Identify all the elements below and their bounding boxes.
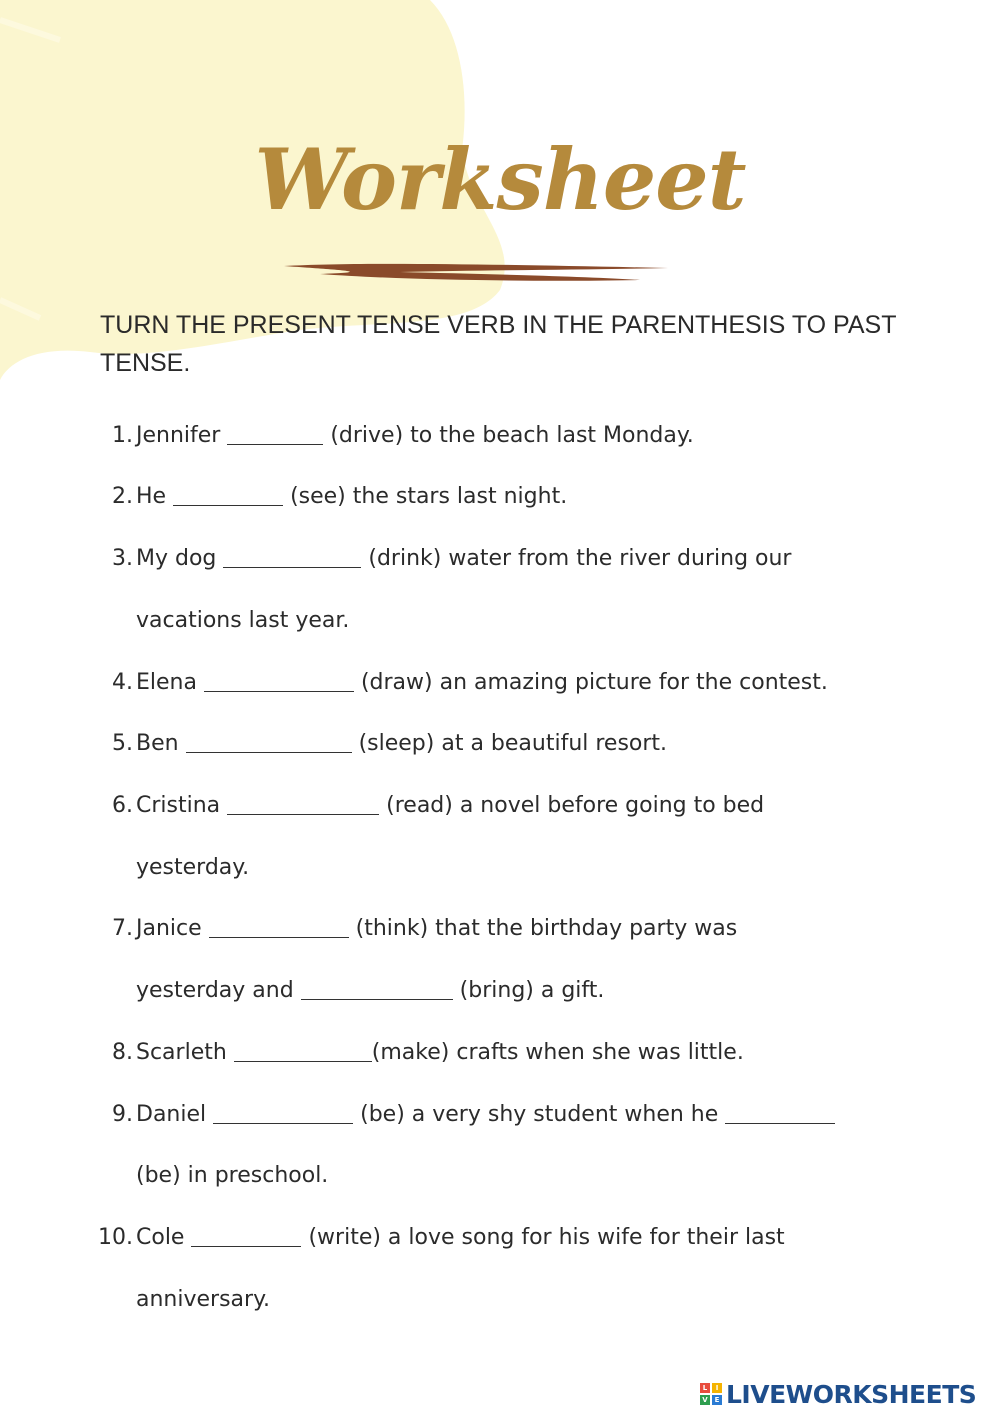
liveworksheets-logo (700, 1378, 976, 1410)
question-number: 3. (112, 546, 133, 571)
worksheet-title: Worksheet (254, 130, 746, 229)
question-number: 5. (112, 731, 133, 756)
question-text: Janice (136, 916, 209, 941)
question-3-continuation (136, 601, 349, 641)
question-text: Cole (136, 1225, 192, 1250)
logo-letter: E (712, 1395, 722, 1405)
question-text: He (136, 484, 174, 509)
logo-letter: V (700, 1395, 710, 1405)
instruction-text: TURN THE PRESENT TENSE VERB IN THE PARENTHESIS TO PAST TENSE. (100, 311, 897, 377)
question-text: (write) a love song for his wife for their last (301, 1225, 785, 1250)
answer-blank[interactable] (213, 1097, 353, 1124)
question-10-continuation (136, 1280, 270, 1320)
brand-name: LIVEWORKSHEETS (726, 1379, 977, 1409)
question-text: (see) the stars last night. (283, 484, 568, 509)
question-text: Jennifer (136, 423, 228, 448)
question-text: yesterday and (136, 978, 301, 1003)
question-text: (make) crafts when she was little. (371, 1040, 744, 1065)
question-text: Daniel (136, 1102, 214, 1127)
question-text: Ben (136, 731, 186, 756)
question-number: 4. (112, 670, 133, 695)
question-text: My dog (136, 546, 224, 571)
question-text: (drive) to the beach last Monday. (323, 423, 694, 448)
answer-blank[interactable] (227, 418, 323, 445)
question-number: 9. (112, 1102, 133, 1127)
question-text: (read) a novel before going to bed (379, 793, 765, 818)
question-text: (drink) water from the river during our (361, 546, 792, 571)
brush-stroke-divider (280, 258, 672, 288)
answer-blank[interactable] (234, 1035, 372, 1062)
answer-blank[interactable] (301, 973, 453, 1000)
question-text: Scarleth (136, 1040, 234, 1065)
question-8 (112, 1033, 744, 1073)
question-number: 1. (112, 423, 133, 448)
question-number: 10. (98, 1225, 133, 1250)
question-7 (112, 909, 738, 949)
answer-blank[interactable] (223, 541, 361, 568)
question-4 (112, 663, 828, 703)
question-9 (112, 1095, 835, 1135)
question-text: (be) in preschool. (136, 1163, 329, 1188)
answer-blank[interactable] (209, 911, 349, 938)
question-text: (sleep) at a beautiful resort. (351, 731, 668, 756)
question-number: 8. (112, 1040, 133, 1065)
question-text: (bring) a gift. (452, 978, 605, 1003)
question-number: 7. (112, 916, 133, 941)
question-text: (think) that the birthday party was (348, 916, 738, 941)
question-number: 6. (112, 793, 133, 818)
question-text: (be) a very shy student when he (353, 1102, 726, 1127)
question-text: Cristina (136, 793, 228, 818)
logo-grid-icon (700, 1383, 722, 1405)
question-6-continuation (136, 848, 249, 888)
question-5 (112, 724, 668, 764)
question-text: Elena (136, 670, 204, 695)
logo-letter: L (700, 1383, 710, 1393)
question-7-continuation (136, 971, 604, 1011)
answer-blank[interactable] (186, 726, 352, 753)
question-1 (112, 416, 694, 456)
question-3 (112, 539, 792, 579)
answer-blank[interactable] (191, 1220, 301, 1247)
question-text: anniversary. (136, 1287, 270, 1312)
question-text: vacations last year. (136, 608, 350, 633)
question-10 (98, 1218, 785, 1258)
question-6 (112, 786, 765, 826)
answer-blank[interactable] (227, 788, 379, 815)
answer-blank[interactable] (204, 665, 354, 692)
question-9-continuation (136, 1156, 328, 1196)
question-text: yesterday. (136, 855, 250, 880)
answer-blank[interactable] (173, 479, 283, 506)
logo-letter: I (712, 1383, 722, 1393)
question-number: 2. (112, 484, 133, 509)
question-text: (draw) an amazing picture for the contest. (353, 670, 828, 695)
answer-blank[interactable] (725, 1097, 835, 1124)
question-2 (112, 477, 568, 517)
